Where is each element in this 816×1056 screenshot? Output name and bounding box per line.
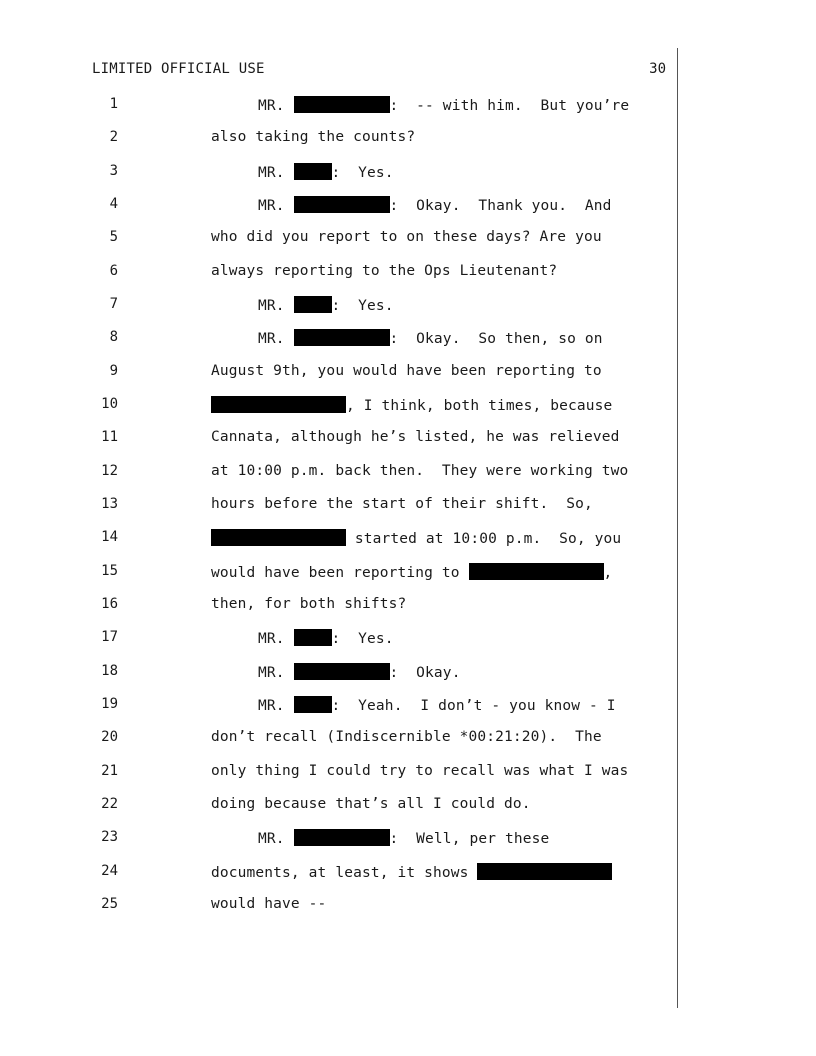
line-text: would have been reporting to ,	[211, 565, 613, 581]
line-text: MR. : Okay.	[258, 665, 461, 681]
transcript-line	[0, 696, 816, 729]
line-number: 18	[101, 663, 118, 679]
line-text: who did you report to on these days? Are you	[211, 229, 602, 245]
line-text: doing because that’s all I could do.	[211, 796, 531, 812]
transcript-line	[0, 596, 816, 629]
line-number: 24	[101, 863, 118, 879]
transcript-line	[0, 863, 816, 896]
line-text: then, for both shifts?	[211, 596, 407, 612]
line-text: MR. : Yeah. I don’t - you know - I	[258, 698, 616, 714]
line-number: 20	[101, 729, 118, 745]
line-number: 10	[101, 396, 118, 412]
line-text: always reporting to the Ops Lieutenant?	[211, 263, 558, 279]
redaction-block	[469, 563, 604, 580]
redaction-block	[211, 396, 346, 413]
redaction-block	[294, 663, 390, 680]
line-number: 16	[101, 596, 118, 612]
line-text: MR. : Okay. Thank you. And	[258, 198, 612, 214]
transcript-line	[0, 329, 816, 362]
line-number: 15	[101, 563, 118, 579]
line-text: documents, at least, it shows	[211, 863, 612, 881]
line-text: MR. : -- with him. But you’re	[258, 98, 630, 114]
line-number: 23	[101, 829, 118, 845]
transcript-line	[0, 496, 816, 529]
line-number: 11	[101, 429, 118, 445]
redaction-block	[294, 696, 332, 713]
line-number: 6	[109, 263, 118, 279]
transcript-line	[0, 563, 816, 596]
line-number: 5	[109, 229, 118, 245]
line-text: also taking the counts?	[211, 129, 416, 145]
line-text: hours before the start of their shift. So,	[211, 496, 593, 512]
transcript-line	[0, 363, 816, 396]
line-text: would have --	[211, 896, 327, 912]
transcript-line	[0, 529, 816, 562]
transcript-line	[0, 896, 816, 929]
transcript-line	[0, 263, 816, 296]
line-number: 13	[101, 496, 118, 512]
transcript-line	[0, 429, 816, 462]
transcript-line	[0, 229, 816, 262]
redaction-block	[294, 629, 332, 646]
line-text: MR. : Well, per these	[258, 831, 550, 847]
line-number: 7	[109, 296, 118, 312]
line-number: 8	[109, 329, 118, 345]
line-text: MR. : Yes.	[258, 165, 394, 181]
line-text: , I think, both times, because	[211, 396, 612, 414]
line-number: 3	[109, 163, 118, 179]
redaction-block	[294, 196, 390, 213]
transcript-line	[0, 163, 816, 196]
line-text: MR. : Yes.	[258, 298, 394, 314]
transcript-line	[0, 829, 816, 862]
redaction-block	[294, 163, 332, 180]
line-text: don’t recall (Indiscernible *00:21:20). The	[211, 729, 602, 745]
transcript-line	[0, 396, 816, 429]
line-number: 19	[101, 696, 118, 712]
transcript-line	[0, 763, 816, 796]
line-number: 1	[109, 96, 118, 112]
transcript-line	[0, 729, 816, 762]
line-number: 4	[109, 196, 118, 212]
line-number: 2	[109, 129, 118, 145]
redaction-block	[294, 829, 390, 846]
transcript-line	[0, 663, 816, 696]
redaction-block	[211, 529, 346, 546]
line-number: 17	[101, 629, 118, 645]
line-number: 9	[109, 363, 118, 379]
redaction-block	[294, 329, 390, 346]
transcript-line	[0, 296, 816, 329]
transcript-line	[0, 796, 816, 829]
line-text: Cannata, although he’s listed, he was relieved	[211, 429, 620, 445]
line-text: only thing I could try to recall was what I was	[211, 763, 629, 779]
transcript-line	[0, 629, 816, 662]
line-text: started at 10:00 p.m. So, you	[211, 529, 621, 547]
line-number: 12	[101, 463, 118, 479]
header-label: LIMITED OFFICIAL USE	[92, 61, 265, 77]
line-number: 22	[101, 796, 118, 812]
line-number: 25	[101, 896, 118, 912]
redaction-block	[477, 863, 612, 880]
line-number: 14	[101, 529, 118, 545]
transcript-line	[0, 96, 816, 129]
transcript-line	[0, 463, 816, 496]
line-text: MR. : Okay. So then, so on	[258, 331, 603, 347]
redaction-block	[294, 96, 390, 113]
transcript-line	[0, 196, 816, 229]
line-text: at 10:00 p.m. back then. They were working two	[211, 463, 629, 479]
page-number: 30	[649, 61, 666, 77]
line-number: 21	[101, 763, 118, 779]
redaction-block	[294, 296, 332, 313]
transcript-line	[0, 129, 816, 162]
line-text: MR. : Yes.	[258, 631, 394, 647]
line-text: August 9th, you would have been reporting to	[211, 363, 602, 379]
